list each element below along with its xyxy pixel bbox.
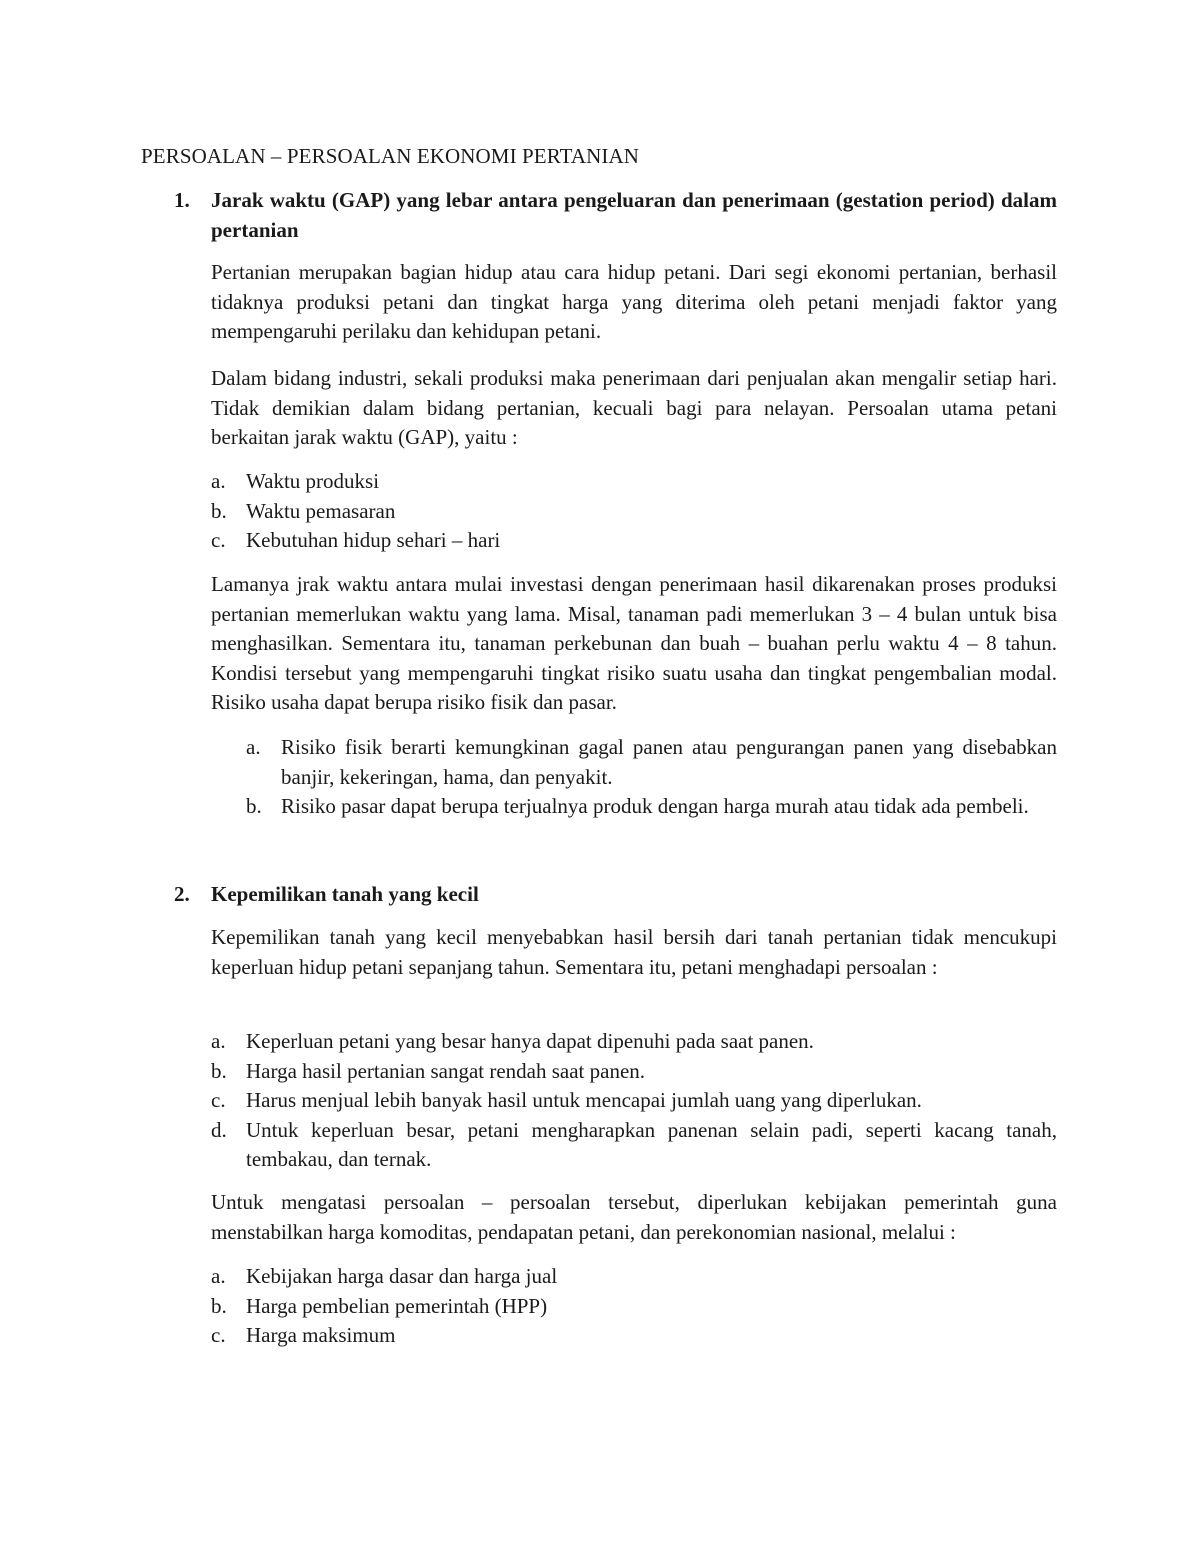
list-policies <box>211 1262 1057 1351</box>
list-text: Waktu pemasaran <box>246 498 396 523</box>
list-text: Harus menjual lebih banyak hasil untuk mencapai jumlah uang yang diperlukan. <box>246 1088 922 1112</box>
list-text: Untuk keperluan besar, petani mengharapkan panenan selain padi, seperti kacang tanah, tembakau, dan ternak. <box>246 1117 1057 1171</box>
list-letter: a. <box>211 469 226 493</box>
list-risk <box>246 733 1057 822</box>
list-item <box>211 467 1057 497</box>
list-text: Kebutuhan hidup sehari – hari <box>246 528 501 552</box>
paragraph: Untuk mengatasi persoalan – persoalan tersebut, diperlukan kebijakan pemerintah guna menstabilkan harga komoditas, pendapatan petani, dan perekonomian nasional, melalui : <box>211 1190 1057 1244</box>
list-letter: a. <box>246 735 261 759</box>
list-item <box>211 1116 1057 1175</box>
list-item <box>211 1321 1057 1351</box>
list-gap <box>211 467 1057 556</box>
list-letter: d. <box>211 1117 227 1142</box>
list-text: Risiko fisik berarti kemungkinan gagal panen atau pengurangan panen yang disebabkan banjir, kekeringan, hama, dan penyakit. <box>281 735 1057 789</box>
list-problems <box>211 1027 1057 1175</box>
section-heading-1 <box>141 186 1057 245</box>
list-item <box>211 1086 1057 1116</box>
list-letter: a. <box>211 1264 226 1288</box>
list-text: Waktu produksi <box>246 469 380 493</box>
list-letter: b. <box>211 1058 227 1083</box>
paragraph: Dalam bidang industri, sekali produksi maka penerimaan dari penjualan akan mengalir setiap hari. Tidak demikian dalam bidang pertanian, kecuali bagi para nelayan. Persoalan utama petani berkaitan jarak waktu (GAP), yaitu : <box>211 366 1057 449</box>
section-number: 2. <box>174 882 190 906</box>
list-item <box>211 1057 1057 1087</box>
list-item <box>246 792 1057 822</box>
section-heading-text: Jarak waktu (GAP) yang lebar antara pengeluaran dan penerimaan (gestation period) dalam pertanian <box>211 188 1057 242</box>
list-text: Harga hasil pertanian sangat rendah saat panen. <box>246 1058 646 1083</box>
list-text: Harga pembelian pemerintah (HPP) <box>246 1293 548 1318</box>
section-heading-text: Kepemilikan tanah yang kecil <box>211 882 479 906</box>
list-letter: c. <box>211 1323 226 1347</box>
section-number: 1. <box>174 188 190 212</box>
list-item <box>211 1262 1057 1292</box>
document-title: PERSOALAN – PERSOALAN EKONOMI PERTANIAN <box>141 144 639 168</box>
list-item <box>211 1027 1057 1057</box>
list-text: Kebijakan harga dasar dan harga jual <box>246 1264 558 1288</box>
section-heading-2 <box>141 880 1057 910</box>
paragraph: Kepemilikan tanah yang kecil menyebabkan hasil bersih dari tanah pertanian tidak mencukupi keperluan hidup petani sepanjang tahun. Sementara itu, petani menghadapi persoalan : <box>211 925 1057 979</box>
list-letter: c. <box>211 528 226 552</box>
list-item <box>211 497 1057 527</box>
paragraph: Pertanian merupakan bagian hidup atau cara hidup petani. Dari segi ekonomi pertanian, berhasil tidaknya produksi petani dan tingkat harga yang diterima oleh petani menjadi faktor yang mempengaruhi perilaku dan kehidupan petani. <box>211 260 1057 343</box>
list-text: Harga maksimum <box>246 1323 396 1347</box>
list-item <box>246 733 1057 792</box>
list-item <box>211 526 1057 556</box>
list-letter: b. <box>246 794 262 818</box>
list-letter: b. <box>211 1293 227 1318</box>
list-letter: c. <box>211 1088 226 1112</box>
list-text: Risiko pasar dapat berupa terjualnya produk dengan harga murah atau tidak ada pembeli. <box>281 794 1029 818</box>
list-item <box>211 1292 1057 1322</box>
list-letter: a. <box>211 1029 226 1053</box>
paragraph: Lamanya jrak waktu antara mulai investasi dengan penerimaan hasil dikarenakan proses produksi pertanian memerlukan waktu yang lama. Misal, tanaman padi memerlukan 3 – 4 bulan untuk bisa menghasilkan. Sementara itu, tanaman perkebunan dan buah – buahan perlu waktu 4 – 8 tahun. Kondisi tersebut yang mempengaruhi tingkat risiko suatu usaha dan tingkat pengembalian modal. Risiko usaha dapat berupa risiko fisik dan pasar. <box>211 572 1057 714</box>
list-letter: b. <box>211 498 227 523</box>
list-text: Keperluan petani yang besar hanya dapat dipenuhi pada saat panen. <box>246 1029 814 1053</box>
